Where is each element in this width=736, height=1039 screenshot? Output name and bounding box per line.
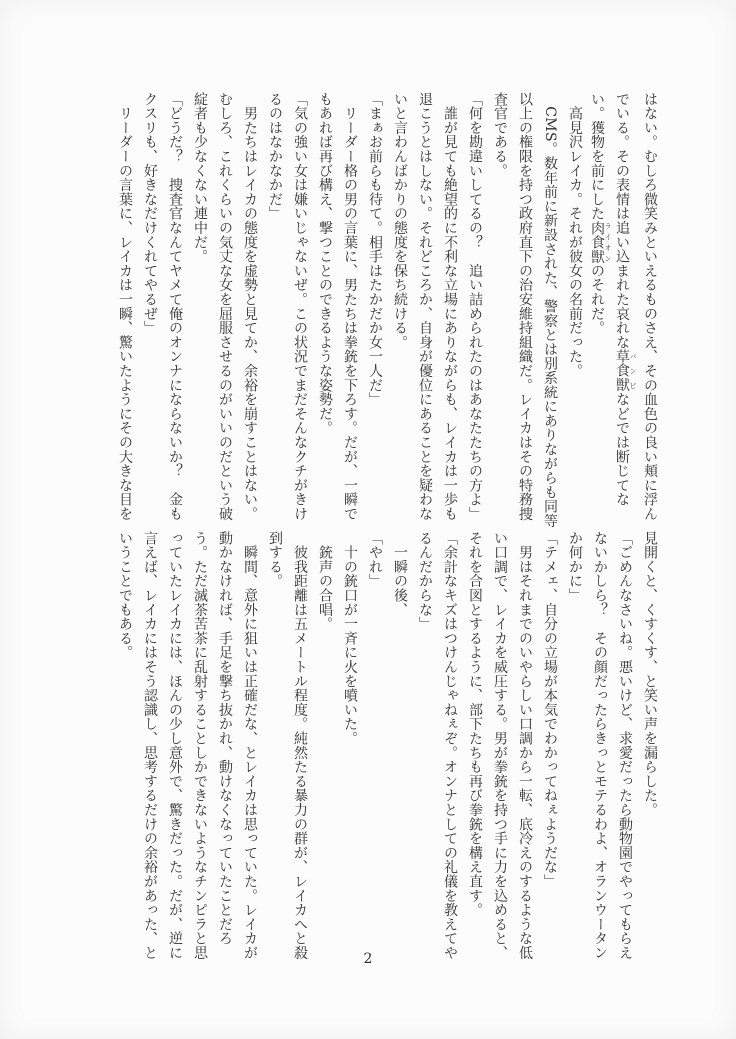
text-line: リーダーの言葉に、レイカは一瞬、驚いたようにその大きな目を bbox=[117, 92, 133, 521]
text-line: 「気の強い女は嫌いじゃないぜ。この状況でまだそんなクチがきけ bbox=[292, 92, 308, 521]
text-line: 到する。 bbox=[267, 531, 283, 589]
text-line: るのはなかなかだ」 bbox=[267, 92, 283, 221]
text-line: はない。むしろ微笑みといえるものさえ、その血色の良い頬に浮ん bbox=[642, 92, 658, 521]
text-block-upper bbox=[112, 92, 662, 528]
text-line: い口調で、レイカを威圧する。男が拳銃を持つ手に力を込めると、 bbox=[492, 531, 508, 960]
furigana-annotated-word: 草食獣 バンビ bbox=[614, 349, 637, 393]
text-line: いと言わんばかりの態度を保ち続ける。 bbox=[392, 92, 408, 350]
text-line: 以上の権限を持つ政府直下の治安維持組織だ。レイカはその特務捜 bbox=[517, 92, 533, 521]
text-line: 一瞬の後、 bbox=[392, 531, 408, 617]
text-line: もあれば再び構え、撃つことのできるような姿勢だ。 bbox=[317, 92, 333, 436]
text-line: リーダー格の男の言葉に、男たちは拳銃を下ろす。だが、一瞬で bbox=[342, 92, 358, 521]
text-line: 高見沢レイカ。それが彼女の名前だった。 bbox=[567, 92, 583, 378]
text-line: るんだからな」 bbox=[417, 531, 433, 632]
furigana-annotated-word: 肉食獣 ライオン bbox=[589, 220, 612, 264]
text-line: 瞬間、意外に狙いは正確だな、とレイカは思っていた。レイカが bbox=[242, 531, 258, 960]
text-line: 「まぁお前らも待て。相手はたかだか女一人だ」 bbox=[367, 92, 383, 407]
text-line: クスリも、好きなだけくれてやるぜ」 bbox=[142, 92, 158, 336]
text-line: 「ごめんなさいね。悪いけど、求愛だったら動物園でやってもらえ bbox=[617, 531, 633, 960]
text-line: でいる。その表情は追い込まれた哀れな草食獣 バンビなどでは断じてな bbox=[614, 92, 637, 507]
text-line: い。獲物を前にした肉食獣 ライオンのそれだ。 bbox=[589, 92, 612, 336]
text-line: 言えば、レイカにはそう認識し、思考するだけの余裕があった、と bbox=[142, 531, 158, 960]
page-number: 2 bbox=[363, 951, 373, 967]
text-line: 「どうだ？ 捜査官なんてヤメて俺のオンナにならないか？ 金も bbox=[167, 92, 183, 521]
text-line: ないかしら？ その顔だったらきっとモテるわよ、オランウータン bbox=[592, 531, 608, 960]
text-line: いうことでもある。 bbox=[117, 531, 133, 660]
text-line: っていたレイカには、ほんの少し意外で、驚きだった。だが、逆に bbox=[167, 531, 183, 960]
text-line: 「余計なキズはつけんじゃねぇぞ。オンナとしての礼儀を教えてや bbox=[442, 531, 458, 960]
text-line: 綻者も少なくない連中だ。 bbox=[192, 92, 208, 264]
text-block-lower bbox=[112, 531, 662, 967]
text-line: 見開くと、くすくす、と笑い声を漏らした。 bbox=[642, 531, 658, 817]
text-line: CMS。数年前に新設された、警察とは別系統にありながらも同等 bbox=[542, 92, 558, 528]
text-line: 彼我距離は五メートル程度。純然たる暴力の群が、レイカへと殺 bbox=[292, 531, 308, 960]
text-line: か何かに」 bbox=[567, 531, 583, 603]
text-line: 「何を勘違いしてるの？ 追い詰められたのはあなたたちの方よ」 bbox=[467, 92, 483, 521]
text-line: それを合図とするように、部下たちも再び拳銃を構え直す。 bbox=[467, 531, 483, 918]
text-line: 十の銃口が一斉に火を噴いた。 bbox=[342, 531, 358, 746]
text-line: 銃声の合唱。 bbox=[317, 531, 333, 632]
text-line: むしろ、これくらいの気丈な女を屈服させるのがいいのだという破 bbox=[217, 92, 233, 521]
text-line: 「やれ」 bbox=[367, 531, 383, 589]
text-line: う。ただ滅茶苦茶に乱射することしかできないようなチンピラと思 bbox=[192, 531, 208, 960]
text-line: 退こうとはしない。それどころか、自身が優位にあることを疑わな bbox=[417, 92, 433, 521]
text-line: 査官である。 bbox=[492, 92, 508, 178]
text-line: 男たちはレイカの態度を虚勢と見てか、余裕を崩すことはない。 bbox=[242, 92, 258, 521]
text-line: 男はそれまでのいやらしい口調から一転、底冷えのするような低 bbox=[517, 531, 533, 960]
text-line: 誰が見ても絶望的に不利な立場にありながらも、レイカは一歩も bbox=[442, 92, 458, 521]
text-line: 「テメェ、自分の立場が本気でわかってねぇようだな」 bbox=[542, 531, 558, 889]
text-line: 動かなければ、手足を撃ち抜かれ、動けなくなっていたことだろ bbox=[217, 531, 233, 946]
